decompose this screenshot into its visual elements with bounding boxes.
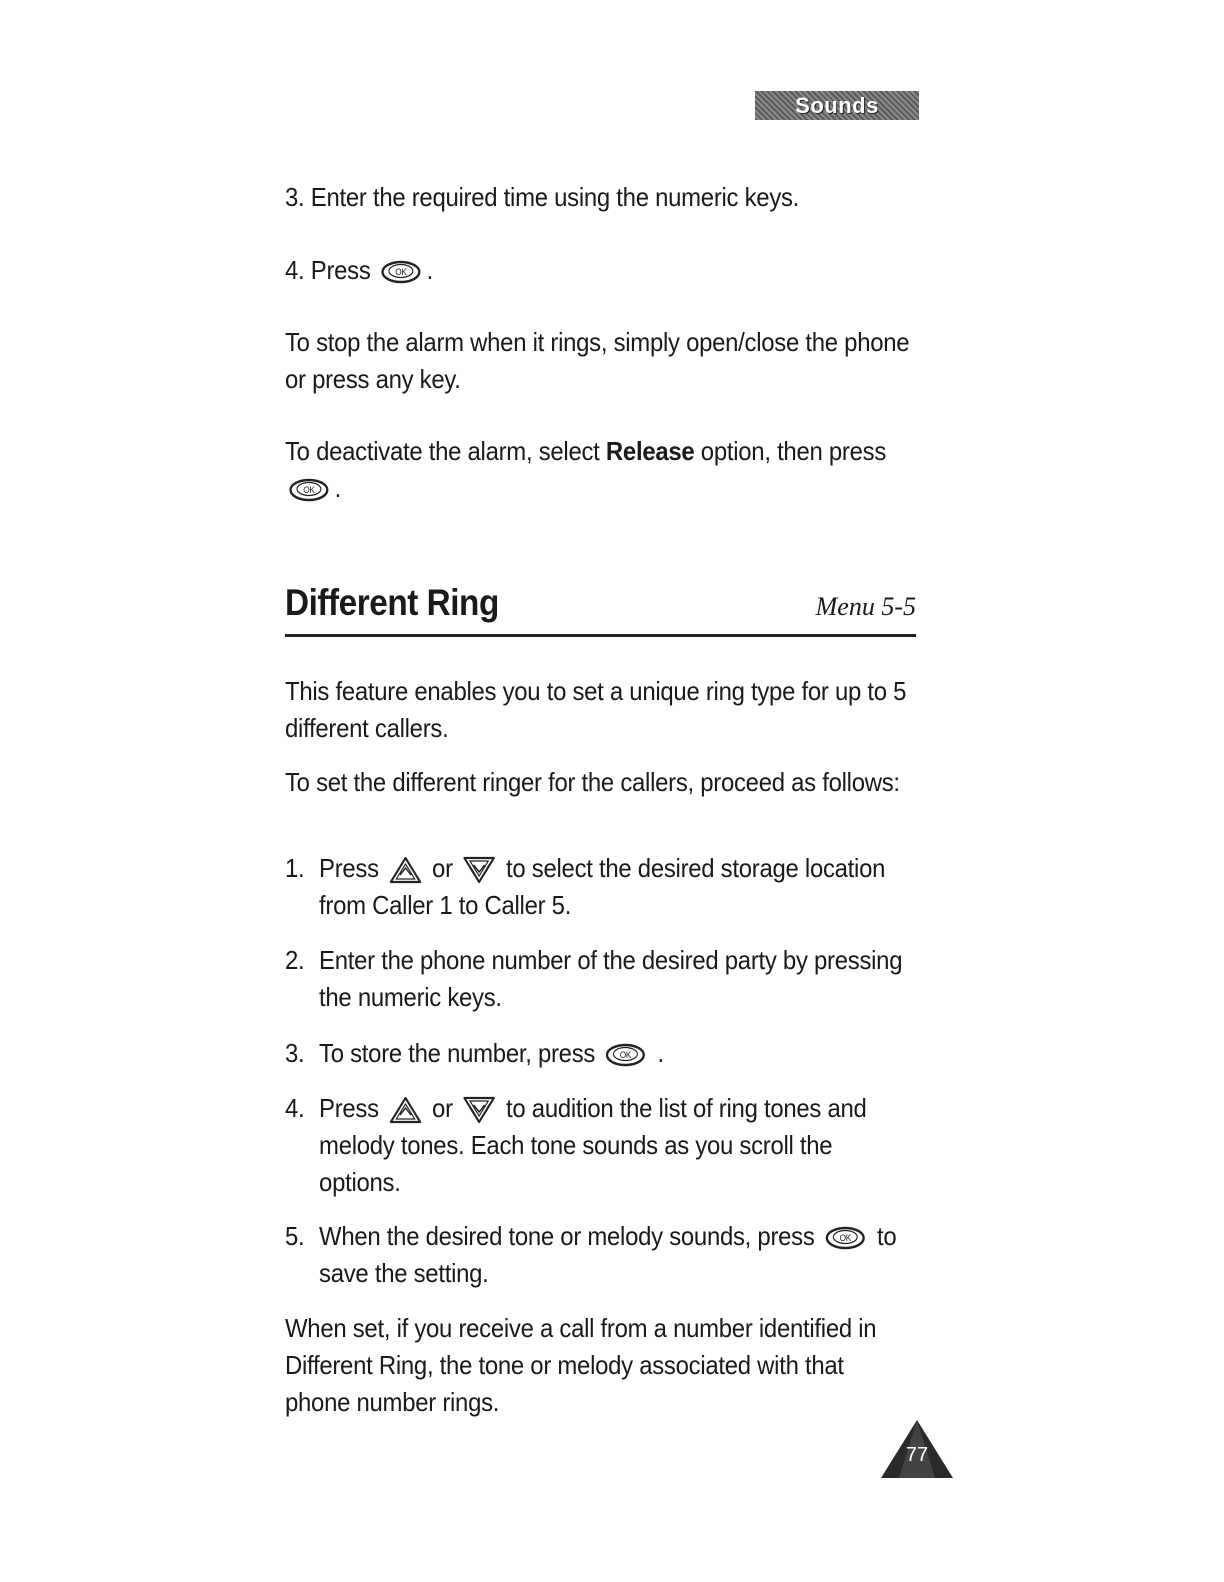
step-number: 3.	[285, 1038, 305, 1068]
step-text: Enter the required time using the numeric keys.	[310, 182, 800, 212]
step-number: 4.	[285, 255, 305, 285]
step-number: 2.	[285, 945, 305, 975]
menu-reference: Menu 5-5	[815, 592, 916, 621]
step-text: Press	[310, 255, 371, 285]
svg-text:OK: OK	[395, 266, 407, 278]
step-text: To store the number, press	[319, 1038, 596, 1068]
step-number: 4.	[285, 1093, 305, 1123]
section-tab-label: Sounds	[795, 92, 879, 118]
note-text: option, then press	[700, 436, 887, 466]
intro-paragraph-1: This feature enables you to set a unique ring type for up to 5 different callers.	[285, 676, 907, 743]
step-text: When the desired tone or melody sounds, press	[319, 1221, 815, 1251]
up-key-icon	[389, 855, 422, 885]
down-key-icon	[463, 1095, 496, 1125]
section-tab	[755, 91, 919, 120]
step-text: or	[432, 853, 453, 883]
step-text: Press	[319, 1093, 379, 1123]
step-text: to audition the list of ring tones and melody tones. Each tone sounds as you scroll the options.	[319, 1093, 867, 1197]
alarm-deactivate-note	[285, 433, 911, 507]
period: .	[657, 1038, 664, 1068]
list-item	[285, 850, 911, 924]
list-item	[285, 1090, 911, 1201]
up-key-icon	[389, 1095, 422, 1125]
section-divider	[285, 634, 916, 637]
alarm-step-3	[285, 179, 911, 216]
period: .	[334, 473, 342, 503]
step-text: Press	[319, 853, 379, 883]
step-number: 3.	[285, 182, 305, 212]
step-number: 5.	[285, 1221, 305, 1251]
ok-key-icon	[289, 478, 331, 502]
svg-text:OK: OK	[839, 1232, 851, 1244]
note-text: To stop the alarm when it rings, simply open/close the phone or press any key.	[285, 327, 910, 394]
list-item	[285, 942, 911, 1016]
list-item	[285, 1218, 911, 1292]
step-number: 1.	[285, 853, 305, 883]
ok-key-icon	[381, 260, 423, 284]
list-item	[285, 1035, 911, 1072]
note-text: To deactivate the alarm, select	[285, 436, 600, 466]
page-number-badge	[879, 1418, 955, 1480]
alarm-stop-note	[285, 324, 911, 398]
step-text: to save the setting.	[319, 1221, 897, 1288]
section-title: Different Ring	[285, 582, 499, 623]
ok-key-icon	[605, 1043, 647, 1067]
down-key-icon	[463, 855, 496, 885]
release-option: Release	[605, 436, 695, 466]
alarm-step-4	[285, 252, 911, 289]
svg-text:OK: OK	[303, 484, 315, 496]
intro-paragraph-2: To set the different ringer for the callers, proceed as follows:	[285, 767, 900, 797]
ok-key-icon	[825, 1226, 867, 1250]
svg-text:OK: OK	[619, 1049, 632, 1061]
closing-paragraph: When set, if you receive a call from a number identified in Different Ring, the tone or melody associated with that phone number rings.	[285, 1313, 877, 1417]
page-number: 77	[905, 1444, 929, 1466]
step-text: to select the desired storage location from Caller 1 to Caller 5.	[319, 853, 886, 920]
step-text: or	[432, 1093, 453, 1123]
period: .	[426, 255, 434, 285]
step-text: Enter the phone number of the desired party by pressing the numeric keys.	[319, 945, 903, 1012]
